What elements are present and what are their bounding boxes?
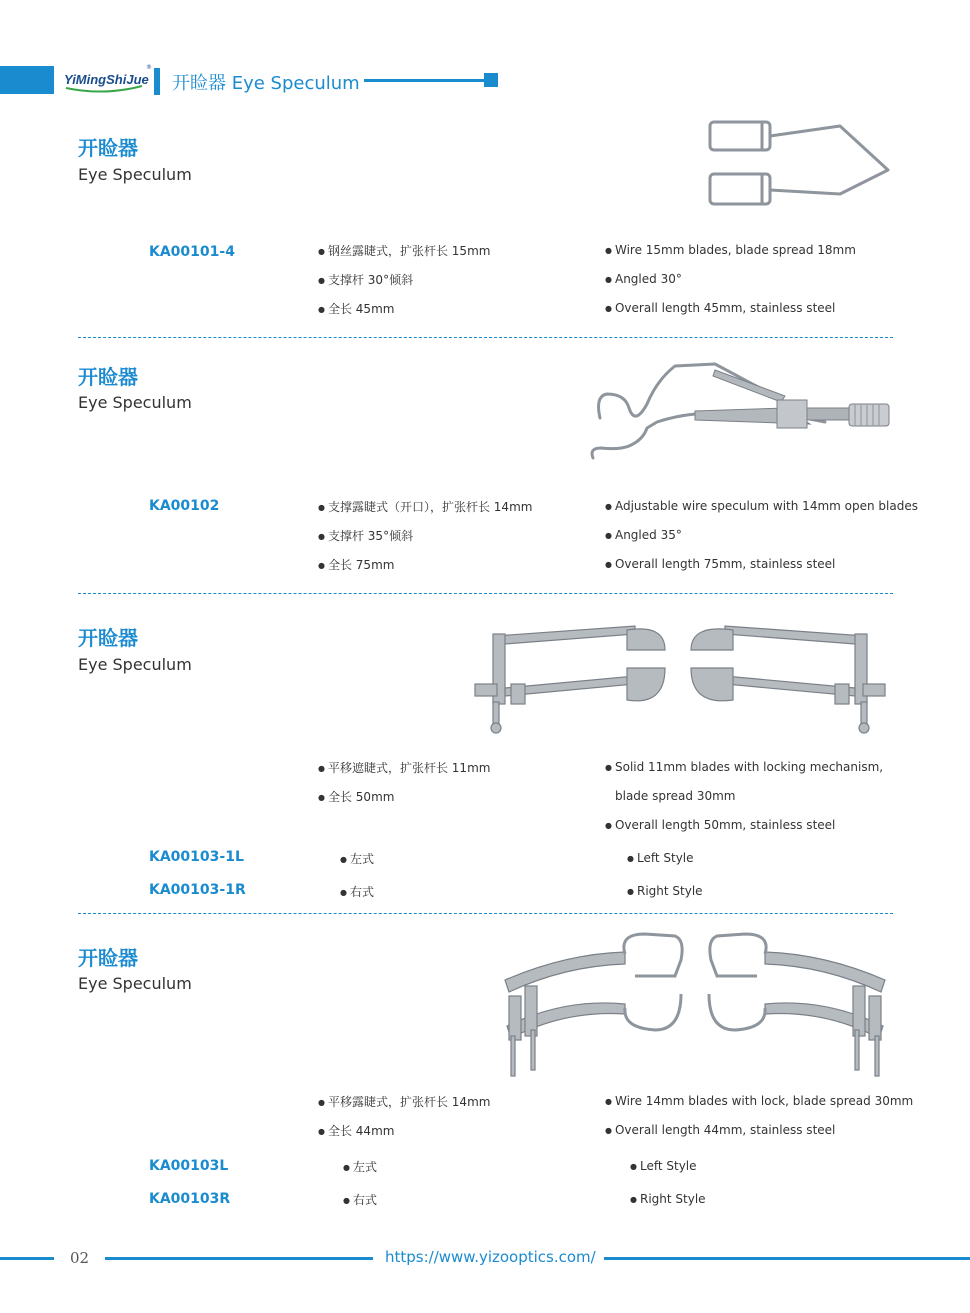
spec-cn: ● 钢丝露睫式，扩张杆长 15mm [318, 242, 490, 259]
spec-en: ● Overall length 50mm, stainless steel [605, 818, 835, 832]
brand-logo [62, 66, 149, 94]
footer-rule-left [0, 1257, 54, 1260]
variant-cn: ● 左式 [340, 850, 374, 867]
spec-en: ● Overall length 75mm, stainless steel [605, 557, 835, 571]
page-number: 02 [70, 1249, 90, 1267]
spec-en: ● Angled 30° [605, 272, 682, 286]
section-divider [78, 593, 893, 594]
header-divider [154, 68, 160, 95]
header-accent-block [0, 66, 54, 94]
spec-cn: ● 支撑杆 30°倾斜 [318, 271, 413, 288]
section-4-title-cn: 开睑器 [78, 946, 138, 970]
section-divider [78, 913, 893, 914]
spec-cn: ● 全长 75mm [318, 556, 394, 573]
spec-cn: ● 支撑露睫式（开口），扩张杆长 14mm [318, 498, 532, 515]
section-2-title-cn: 开睑器 [78, 365, 138, 389]
spec-en: ● Wire 14mm blades with lock, blade spread 30mm [605, 1094, 913, 1108]
spec-en: ● Wire 15mm blades, blade spread 18mm [605, 243, 856, 257]
product-code: KA00103-1L [149, 849, 244, 865]
spec-cn: ● 平移露睫式，扩张杆长 14mm [318, 1093, 490, 1110]
section-4-title-en: Eye Speculum [78, 974, 192, 993]
section-1-title-cn: 开睑器 [78, 136, 138, 160]
section-divider [78, 337, 893, 338]
footer-rule-middle [105, 1257, 373, 1260]
spec-en: ● Overall length 45mm, stainless steel [605, 301, 835, 315]
spec-cn: ● 平移遮睫式，扩张杆长 11mm [318, 759, 490, 776]
product-code: KA00103R [149, 1191, 231, 1207]
variant-en: ● Left Style [627, 851, 694, 865]
spec-cn: ● 全长 50mm [318, 788, 394, 805]
website-link[interactable]: https://www.yizooptics.com/ [385, 1248, 596, 1266]
spec-en: ● Angled 35° [605, 528, 682, 542]
section-3-title-cn: 开睑器 [78, 626, 138, 650]
variant-en: ● Right Style [630, 1192, 706, 1206]
product-code: KA00103L [149, 1158, 229, 1174]
product-code: KA00101-4 [149, 244, 235, 260]
variant-en: ● Left Style [630, 1159, 697, 1173]
footer-rule-right [604, 1257, 970, 1260]
product-code: KA00103-1R [149, 882, 246, 898]
header-rule [364, 79, 486, 82]
product-code: KA00102 [149, 498, 220, 514]
spec-en: ● Adjustable wire speculum with 14mm open blades [605, 499, 918, 513]
solid-blade-speculum-left-image [465, 620, 895, 736]
variant-cn: ● 右式 [343, 1191, 377, 1208]
section-2-title-en: Eye Speculum [78, 393, 192, 412]
logo-registered-mark: ® [146, 64, 152, 71]
page-title: 开睑器 Eye Speculum [172, 73, 360, 94]
section-1-title-en: Eye Speculum [78, 165, 192, 184]
spec-cn: ● 全长 45mm [318, 300, 394, 317]
variant-en: ● Right Style [627, 884, 703, 898]
adjustable-speculum-image [585, 356, 895, 468]
spec-cn: ● 支撑杆 35°倾斜 [318, 527, 413, 544]
logo-text: YiMingShiJue [64, 72, 149, 87]
variant-cn: ● 右式 [340, 883, 374, 900]
spec-en-continued: blade spread 30mm [615, 789, 736, 803]
wire-speculum-image [700, 112, 900, 216]
header-rule-end [484, 73, 498, 87]
variant-cn: ● 左式 [343, 1158, 377, 1175]
wire-lock-speculum-image [495, 930, 895, 1080]
spec-en: ● Solid 11mm blades with locking mechanism, [605, 760, 883, 774]
spec-cn: ● 全长 44mm [318, 1122, 394, 1139]
section-3-title-en: Eye Speculum [78, 655, 192, 674]
spec-en: ● Overall length 44mm, stainless steel [605, 1123, 835, 1137]
